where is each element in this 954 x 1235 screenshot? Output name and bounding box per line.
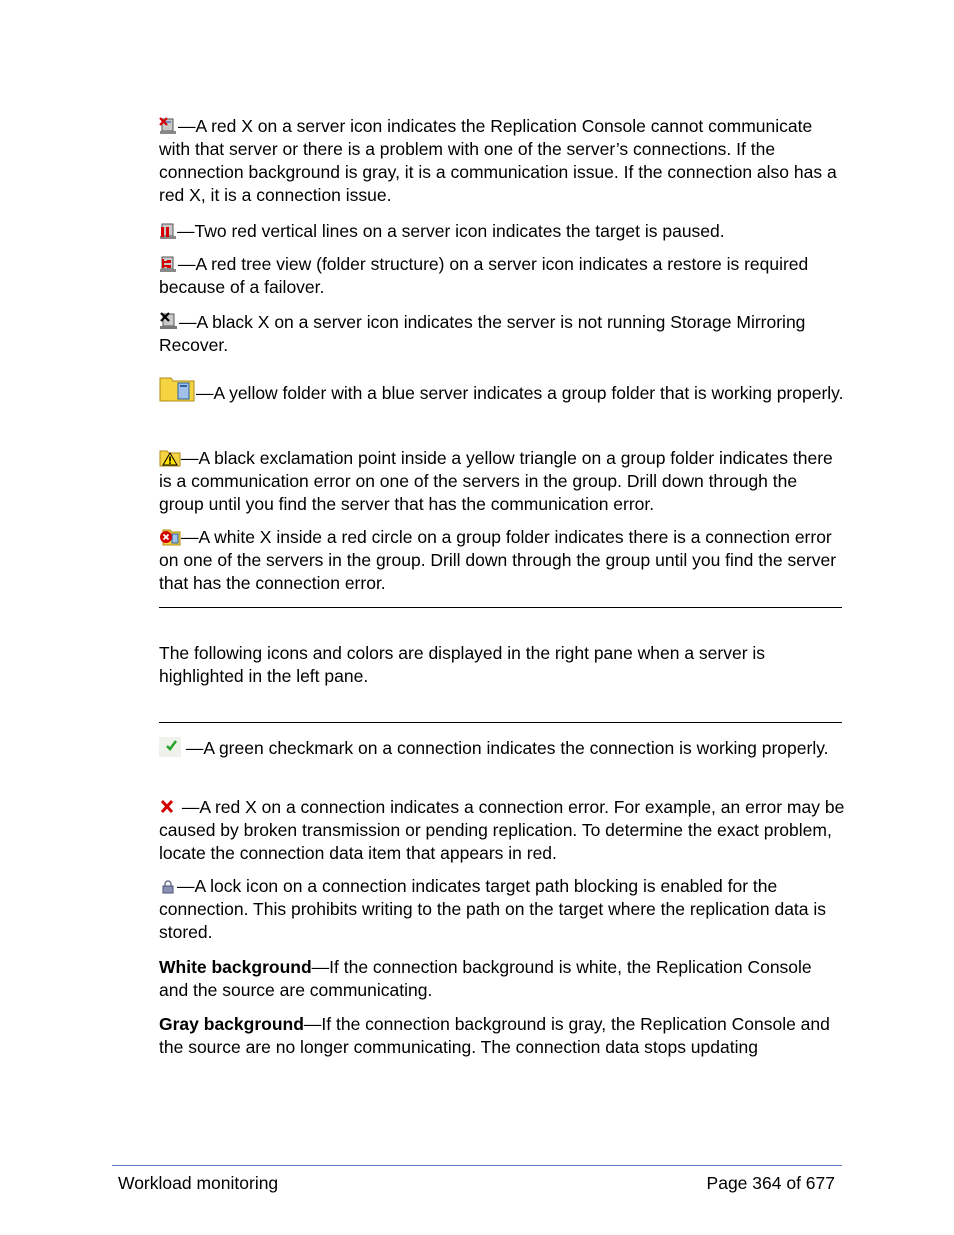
group-error-icon [159,528,181,546]
paragraph-server-black-x [159,311,845,357]
green-checkmark-icon [159,737,181,757]
server-restore-icon [159,255,178,273]
section-divider-top [159,607,842,608]
red-x-icon [159,799,177,816]
footer-page-number: Page 364 of 677 [706,1173,835,1193]
paragraph-group-warning [159,447,845,516]
paragraph-server-red-x [159,115,845,207]
server-red-x-text: —A red X on a server icon indicates the Replication Console cannot communicate with that server or there is a problem with one of the server’s connections. If the connection background is gray, it is a communication issue. If the connection also has a red X, it is a connection issue. [159,116,837,205]
intro-paragraph: The following icons and colors are displayed in the right pane when a server is highlighted in the left pane. [159,643,766,686]
paragraph-server-paused [159,220,845,243]
server-red-x-icon [159,117,178,135]
group-warning-text: —A black exclamation point inside a yellow triangle on a group folder indicates there is a communication error on one of the servers in the group. Drill down through the group until you find the server that has the communication error. [159,448,833,514]
group-error-text: —A white X inside a red circle on a group folder indicates there is a connection error on one of the servers in the group. Drill down through the group until you find the server that has the connection error. [159,527,837,593]
server-paused-text: —Two red vertical lines on a server icon indicates the target is paused. [177,221,725,241]
white-background-label: White background [159,957,312,977]
footer-rule [112,1165,842,1166]
gray-background-text: —If the connection background is gray, the Replication Console and the source are no longer communicating. The connection data stops updating [159,1014,830,1057]
connection-red-x-text: —A red X on a connection indicates a connection error. For example, an error may be caused by broken transmission or pending replication. To determine the exact problem, locate the connection data item that appears in red. [159,797,845,863]
group-folder-ok-icon [159,374,196,402]
server-black-x-icon [159,312,179,331]
lock-icon [159,879,177,895]
paragraph-connection-lock [159,875,845,944]
paragraph-group-ok [159,374,845,405]
white-background-text: —If the connection background is white, the Replication Console and the source are communicating. [159,957,812,1000]
group-warning-icon [159,449,181,467]
gray-background-label: Gray background [159,1014,304,1034]
server-black-x-text: —A black X on a server icon indicates the server is not running Storage Mirroring Recover. [159,312,806,355]
footer-section-title: Workload monitoring [118,1173,279,1193]
paragraph-connection-red-x [159,796,845,865]
paragraph-white-background [159,956,845,1002]
connection-lock-text: —A lock icon on a connection indicates target path blocking is enabled for the connection. This prohibits writing to the path on the target where the replication data is stored. [159,876,827,942]
section-divider-bottom [159,722,842,723]
paragraph-gray-background [159,1013,845,1059]
paragraph-server-restore [159,253,845,299]
paragraph-connection-checkmark [159,737,845,760]
connection-checkmark-text: —A green checkmark on a connection indicates the connection is working properly. [185,738,829,758]
server-restore-text: —A red tree view (folder structure) on a server icon indicates a restore is required because of a failover. [159,254,809,297]
server-paused-icon [159,222,177,240]
paragraph-group-error [159,526,845,595]
group-ok-text: —A yellow folder with a blue server indicates a group folder that is working properly. [196,383,844,403]
